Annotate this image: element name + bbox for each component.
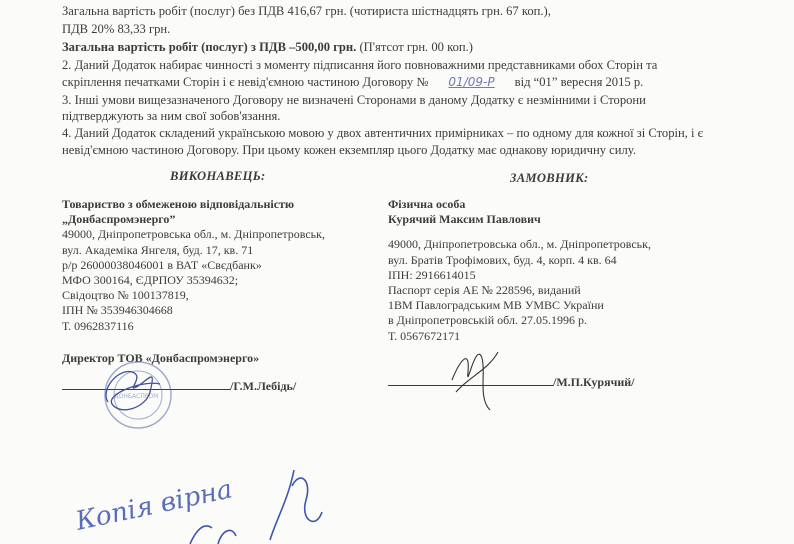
customer-detail: 1ВМ Павлоградським МВ УМВС України: [388, 298, 604, 313]
executor-detail: р/р 26000038046001 в ВАТ «Свєдбанк»: [62, 257, 262, 272]
contract-number: 01/09-Р: [448, 75, 495, 89]
vat-line: ПДВ 20% 83,33 грн.: [62, 22, 171, 36]
customer-name-line-2: Курячий Максим Павлович: [388, 212, 541, 227]
executor-detail: 49000, Дніпропетровська обл., м. Дніпропетровськ,: [62, 227, 325, 242]
executor-detail: ІПН № 353946304668: [62, 303, 173, 318]
handwritten-initials: [190, 526, 236, 544]
clause-4-line-2: невід'ємною частиною Договору. При цьому кожен екземпляр цього Додатку має однакову юридичну силу.: [62, 143, 636, 157]
clause-3-line-1: 3. Інші умови вищезазначеного Договору не визначені Сторонами в даному Додатку є незмінними і Сторони: [62, 93, 646, 107]
clause-2-text: скріплення печатками Сторін і є невід'ємною частиною Договору №: [62, 75, 429, 89]
executor-name-line-1: Товариство з обмеженою відповідальністю: [62, 197, 295, 211]
total-with-vat-bold: Загальна вартість робіт (послуг) з ПДВ –500,00 грн.: [62, 40, 357, 54]
executor-detail: Т. 0962837116: [62, 318, 134, 333]
executor-detail: Свідоцтво № 100137819,: [62, 288, 189, 303]
contract-date: від “01” вересня 2015 р.: [514, 75, 644, 89]
total-with-vat-words: (П'ятсот грн. 00 коп.): [356, 40, 473, 54]
svg-text:ДОНБАСПРОМ: ДОНБАСПРОМ: [114, 393, 159, 400]
executor-signature-name: /Г.М.Лебідь/: [230, 379, 297, 393]
executor-signatory: Директор ТОВ «Донбаспромэнерго»: [62, 351, 260, 365]
executor-name-line-2: „Донбаспромэнерго”: [62, 212, 176, 227]
customer-signature-name: /М.П.Курячий/: [553, 375, 635, 389]
clause-3-line-2: підтверджують за ним свої зобов'язання.: [62, 109, 281, 123]
executor-detail: вул. Академіка Янгеля, буд. 17, кв. 71: [62, 242, 254, 257]
executor-heading: ВИКОНАВЕЦЬ:: [170, 169, 266, 183]
customer-detail: Т. 0567672171: [388, 328, 461, 343]
customer-detail: 49000, Дніпропетровська обл., м. Дніпропетровськ,: [388, 237, 651, 252]
clause-4-line-1: 4. Даний Додаток складений українською мовою у двох автентичних примірниках – по одному для кожної зі Сторін, і є: [62, 126, 704, 140]
clause-2-line-1: 2. Даний Додаток набирає чинності з моменту підписання його повноважними представниками обох Сторін та: [62, 58, 658, 72]
customer-name-line-1: Фізична особа: [388, 197, 466, 211]
customer-heading: ЗАМОВНИК:: [510, 171, 589, 185]
customer-detail: вул. Братів Трофімових, буд. 4, корп. 4 кв. 64: [388, 252, 617, 267]
executor-detail: МФО 300164, ЄДРПОУ 35394632;: [62, 272, 239, 287]
handwritten-scribble: [270, 470, 322, 540]
customer-signature: [452, 352, 498, 410]
customer-detail: Паспорт серія АЕ № 228596, виданий: [388, 282, 581, 297]
total-without-vat: Загальна вартість робіт (послуг) без ПДВ 416,67 грн. (чотириста шістнадцять грн. 67 коп.),: [62, 4, 551, 18]
copy-certified-note: Копія вірна: [73, 474, 236, 537]
customer-detail: в Дніпропетровській обл. 27.05.1996 р.: [388, 313, 587, 328]
customer-detail: ІПН: 2916614015: [388, 267, 476, 282]
